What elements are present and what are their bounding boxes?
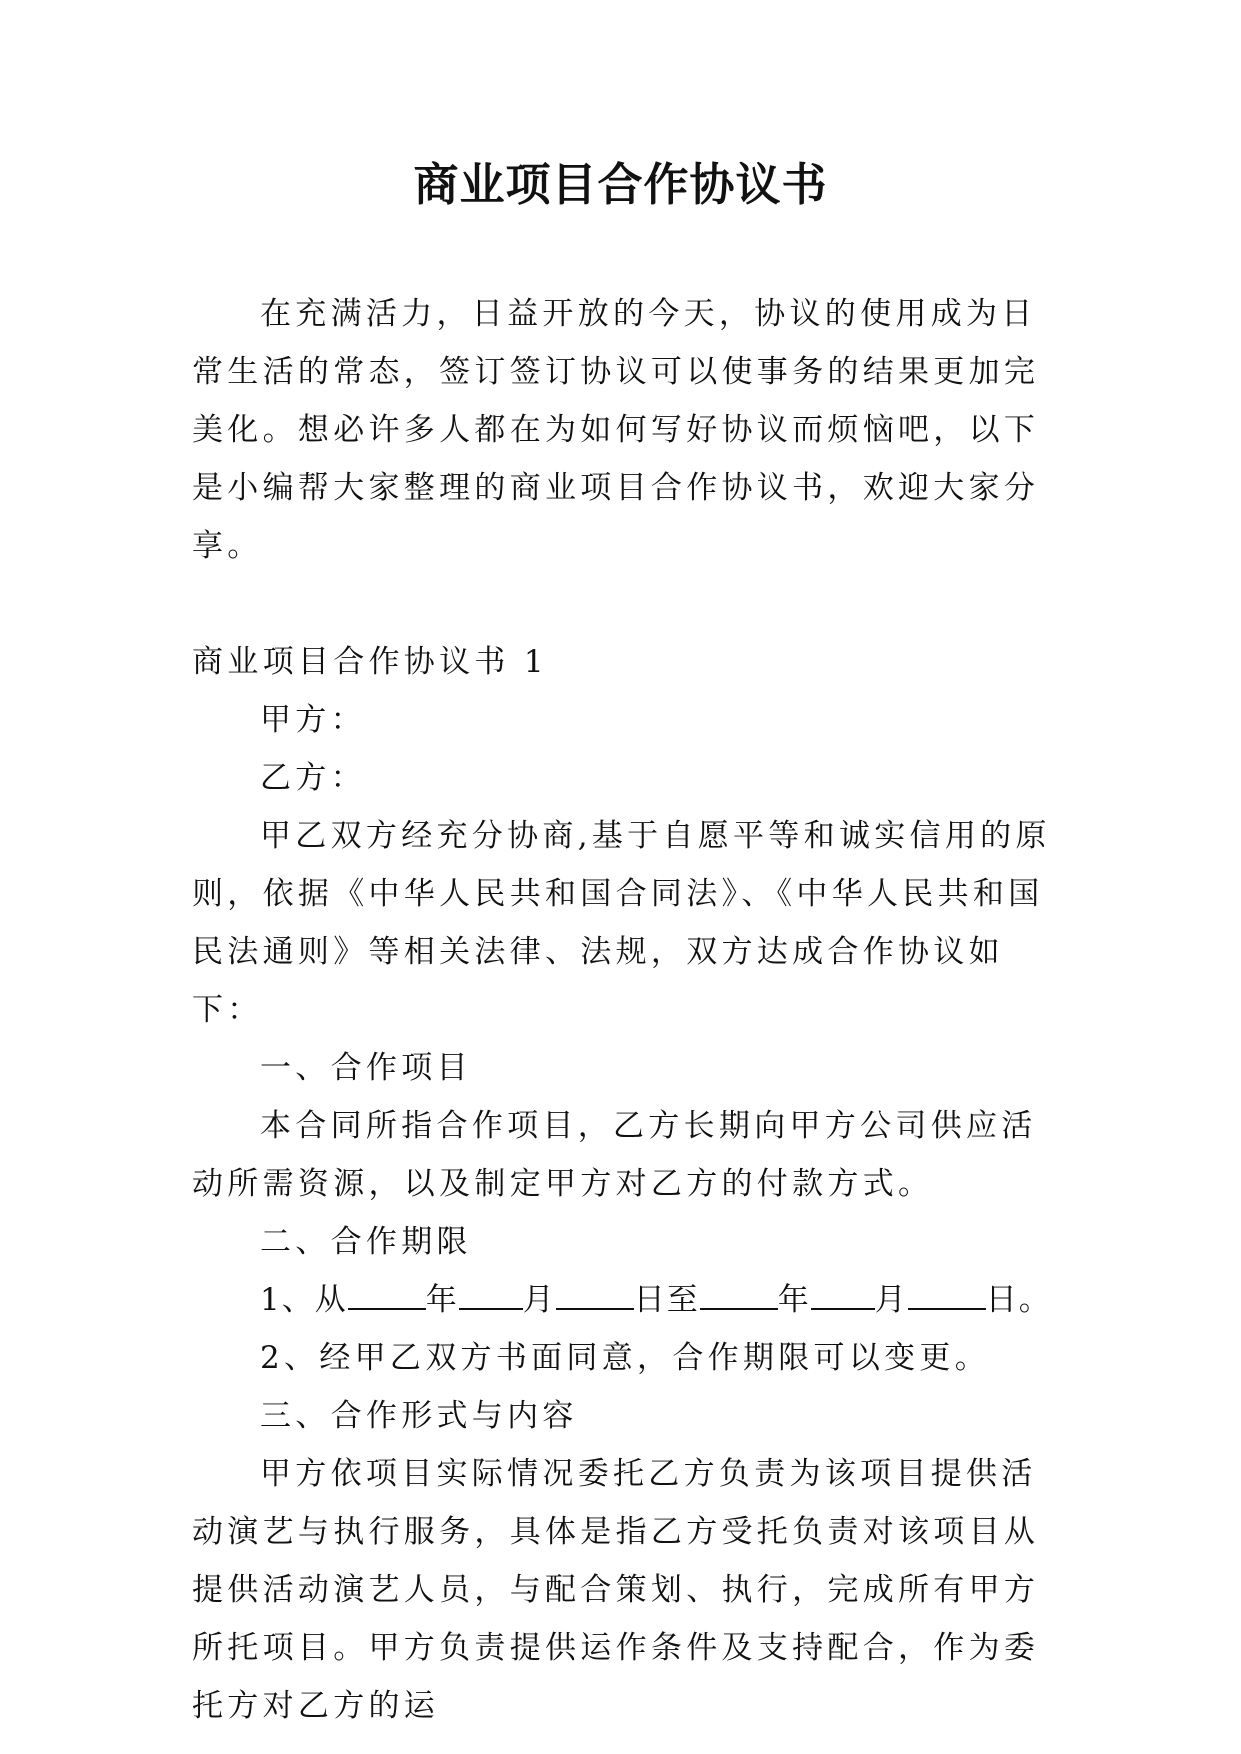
- term-day-2: 日。: [985, 1282, 1052, 1318]
- section-3-paragraph: 甲方依项目实际情况委托乙方负责为该项目提供活动演艺与执行服务，具体是指乙方受托负责对该项目从提供活动演艺人员，与配合策划、执行，完成所有甲方所托项目。甲方负责提供运作条件及支持配合，作为委托方对乙方的运: [192, 1456, 1040, 1724]
- intro-paragraph: 在充满活力，日益开放的今天，协议的使用成为日常生活的常态，签订签订协议可以使事务的结果更加完美化。想必许多人都在为如何写好协议而烦恼吧，以下是小编帮大家整理的商业项目合作协议书，欢迎大家分享。: [192, 296, 1040, 564]
- section-3-heading: 三、合作形式与内容: [260, 1398, 578, 1434]
- blank-field: [811, 1278, 875, 1310]
- document-body: [192, 285, 1052, 1735]
- blank-field: [348, 1278, 426, 1310]
- section-1-heading: 一、合作项目: [260, 1050, 472, 1086]
- section-2-heading: 二、合作期限: [260, 1224, 472, 1260]
- term-day-1: 日至: [633, 1282, 700, 1318]
- preamble-paragraph: 甲乙双方经充分协商,基于自愿平等和诚实信用的原则，依据《中华人民共和国合同法》、《中华人民共和国民法通则》等相关法律、法规，双方达成合作协议如下：: [192, 818, 1051, 1028]
- section-1-paragraph: 本合同所指合作项目，乙方长期向甲方公司供应活动所需资源，以及制定甲方对乙方的付款方式。: [192, 1108, 1037, 1202]
- term-prefix: 1、从: [260, 1282, 348, 1318]
- term-year-1: 年: [425, 1282, 459, 1318]
- party-b-line: 乙方：: [260, 760, 366, 796]
- term-change-line: 2、经甲乙双方书面同意，合作期限可以变更。: [260, 1340, 991, 1376]
- term-month-2: 月: [874, 1282, 908, 1318]
- agreement-subtitle: 商业项目合作协议书 1: [192, 644, 548, 680]
- blank-field: [908, 1278, 986, 1310]
- term-month-1: 月: [522, 1282, 556, 1318]
- blank-field: [459, 1278, 523, 1310]
- party-a-line: 甲方：: [260, 702, 366, 738]
- term-year-2: 年: [777, 1282, 811, 1318]
- blank-field: [556, 1278, 634, 1310]
- term-line: [192, 1271, 1052, 1329]
- blank-field: [700, 1278, 778, 1310]
- document-title: 商业项目合作协议书: [413, 158, 828, 211]
